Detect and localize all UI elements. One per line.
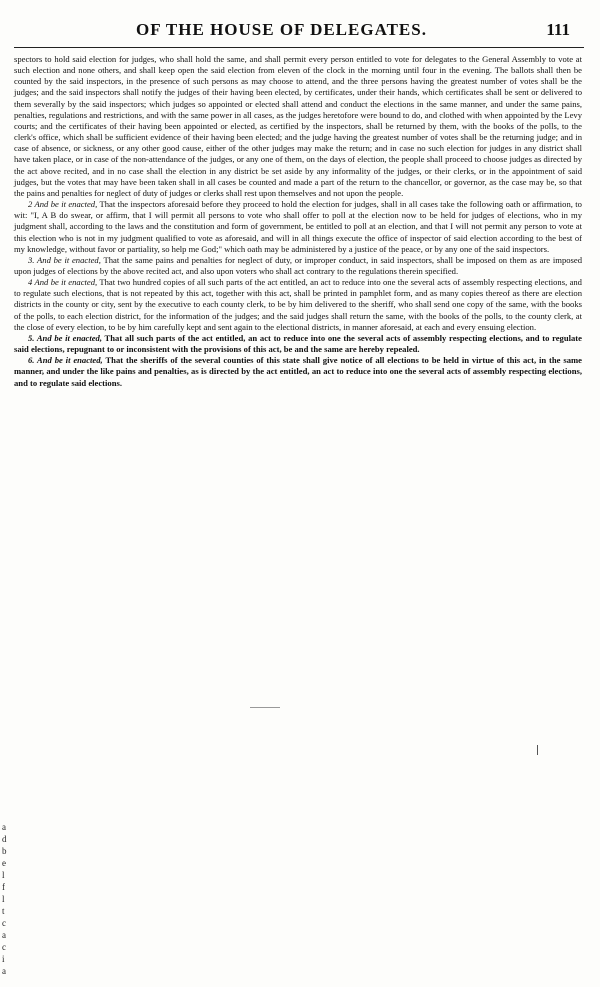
- paragraph-section-2: [14, 199, 582, 255]
- margin-letter: a: [2, 930, 6, 940]
- paragraph-section-5: [14, 333, 582, 355]
- stray-mark: [250, 707, 280, 708]
- margin-letter: l: [2, 870, 5, 880]
- paragraph-section-3: [14, 255, 582, 277]
- margin-letter: d: [2, 834, 7, 844]
- section-lead: 6. And be it enacted,: [28, 355, 103, 366]
- page-number: 111: [546, 20, 570, 39]
- paragraph-section-4: [14, 277, 582, 333]
- running-title: OF THE HOUSE OF DELEGATES.: [136, 20, 427, 39]
- margin-letter: l: [2, 894, 5, 904]
- margin-letter: a: [2, 822, 6, 832]
- section-lead: 4 And be it enacted,: [28, 277, 98, 288]
- margin-letter: c: [2, 942, 6, 952]
- paragraph-continuation: [14, 54, 582, 199]
- paragraph-section-6: [14, 355, 582, 388]
- margin-letter: t: [2, 906, 5, 916]
- paragraph-text: That all such parts of the act entitled, an act to reduce into one the several acts of assembly respecting elections, and to regulate said elections, repugnant to or inconsistent with the provisions of this act, be and the same are hereby repealed.: [14, 332, 582, 355]
- statute-body: [14, 54, 582, 389]
- paragraph-text: That two hundred copies of all such parts of the act entitled, an act to reduce into one the several acts of assembly respecting elections, and to regulate such elections, that is not repeated by this act, together with this act, shall be printed in pamphlet form, and as many copies thereof as there are election districts in the county or city, sent by the executive to each county clerk, to be by him delivered to the sheriff, who shall send one copy of the same, with the books of the polls, to each election district, for the information of the judges; and the said judges shall return the same, with the books of the polls, to the county clerk, at the close of every election, to be by him carefully kept and sent again to the electional districts, in manner aforesaid, at each and every ensuing election.: [14, 277, 582, 332]
- margin-letter: a: [2, 966, 6, 976]
- section-lead: 5. And be it enacted,: [28, 332, 102, 343]
- stray-mark: [537, 745, 538, 755]
- paragraph-text: That the sheriffs of the several counties of this state shall give notice of all elections to be held in virtue of this act, in the same manner, and under the like pains and penalties, as is directed by the act entitled, an act to reduce into one the several acts of assembly respecting elections, and to regulate said elections.: [14, 355, 582, 388]
- margin-letter: c: [2, 918, 6, 928]
- paragraph-text: spectors to hold said election for judges, who shall hold the same, and shall permit every person entitled to vote for delegates to the General Assembly to vote at such election and none others, and shall keep open the said election from eleven of the clock in the morning until four in the evening. The ballots shall then be counted by the said inspectors, in the presence of such persons as may choose to attend, and the three persons having the greatest number of votes shall be the judges; and the said inspectors shall notify the judges of their having been elected, by certificates, under their hands, which certificates shall be sent or delivered to them severally by the said inspectors; which judges so appointed or elected shall attend and conduct the elections in the same manner, and under the same pains, penalties, regulations and restrictions, and with the same power in all cases, as the judges heretofore were bound to do, and clothed with when appointed by the Levy courts; and the certificates of their having been appointed or elected, as certified by the inspectors, shall be returned by them, with the books of the polls, to the clerk's office, which shall be sufficient evidence of their having been elected; and the judge having the greatest number of votes shall be the returning judge; and in case of absence, or sickness, or any other good cause, either of the other judges may make the return; and in case no such election for judges in any district shall have taken place, or in case of the non-attendance of the judges, or any one of them, on the days of election, the people shall proceed to choose judges as directed by the act above recited, and in no case shall the election in any district be set aside by any informality of the judges, or their clerks, or in the appointment of said judges, but the votes that may have been taken shall in all cases be counted and made a part of the return to the chancellor, or governor, as the case may be, so that the pains and penalties for neglect of duty of judges or clerks shall rest upon themselves and not upon the people.: [14, 54, 582, 198]
- margin-letter: f: [2, 882, 5, 892]
- paragraph-text: That the same pains and penalties for neglect of duty, or improper conduct, in said inspectors, shall be imposed on them as are imposed upon judges of elections by the above recited act, and also upon voters who shall act contrary to the regulations therein specified.: [14, 254, 582, 276]
- left-margin-bleed: [0, 800, 20, 987]
- paragraph-text: That the inspectors aforesaid before they proceed to hold the election for judges, shall in all cases take the following oath or affirmation, to wit: "I, A B do swear, or affirm, that I will permit all persons to vote who shall offer to poll at the election now to be held for judges of elections, who in my judgment shall, according to the laws and the constitution and form of government, be entitled to poll at an election, and that I will not permit any person to vote at this election who is not in my judgment qualified to vote as aforesaid, and will in all things execute the office of inspector of said election according to the best of my knowledge, without favor or partiality, so help me God;" which oath may be administered by a justice of the peace, or by any one of the said inspectors.: [14, 199, 582, 254]
- margin-letter: b: [2, 846, 7, 856]
- margin-letter: e: [2, 858, 6, 868]
- section-lead: 3. And be it enacted,: [28, 254, 101, 265]
- header-rule: [14, 47, 584, 48]
- margin-letter: i: [2, 954, 5, 964]
- running-header: [0, 20, 600, 46]
- section-lead: 2 And be it enacted,: [28, 199, 98, 210]
